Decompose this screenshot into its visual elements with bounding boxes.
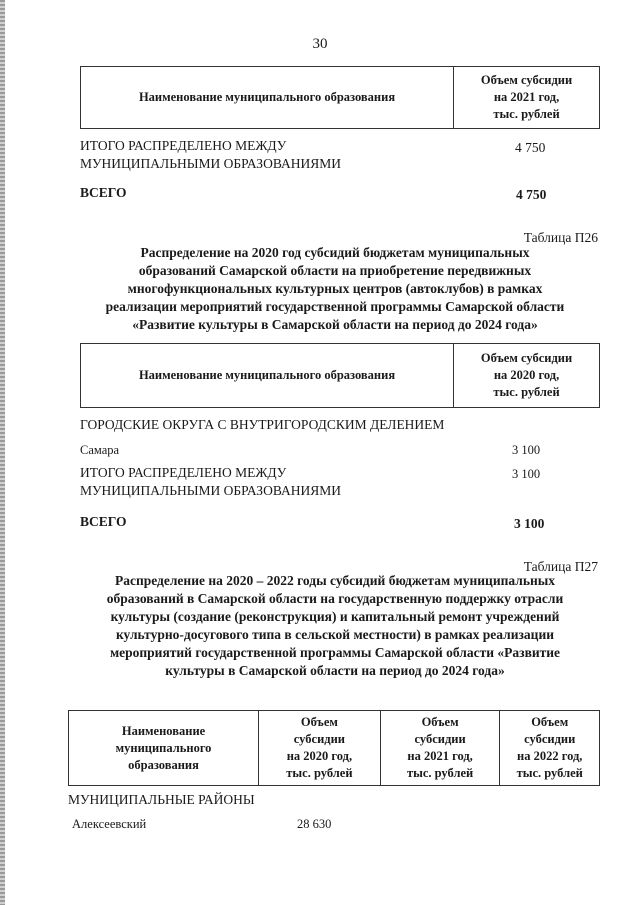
scan-edge bbox=[0, 0, 5, 905]
table-top-row-itogo: ИТОГО РАСПРЕДЕЛЕНО МЕЖДУ МУНИЦИПАЛЬНЫМИ ОБРАЗОВАНИЯМИ bbox=[80, 138, 341, 171]
table-p26-row-samara: Самара bbox=[80, 443, 120, 457]
table-top-col-name: Наименование муниципального образования bbox=[81, 67, 454, 129]
table-p27-caption: Распределение на 2020 – 2022 годы субсидий бюджетам муниципальных образований в Самарской области на государственную поддержку отрасли культуры (создание (реконструкция) и капитальный ремонт учреждений культурно-досугового типа в сельской местности) в рамках реализации мероприятий государственной программы Самарской области «Развитие культуры в Самарской области на период до 2024 года» bbox=[106, 573, 564, 678]
table-p27-header bbox=[68, 710, 600, 786]
table-p26-label: Таблица П26 bbox=[523, 230, 598, 245]
table-top-row-itogo-value: 4 750 bbox=[515, 140, 546, 155]
table-p27-col-2022: Объем субсидии на 2022 год, тыс. рублей bbox=[500, 711, 600, 786]
table-p26-row-samara-value: 3 100 bbox=[512, 443, 541, 457]
table-p26-row-itogo-value: 3 100 bbox=[512, 467, 541, 481]
table-top-row-vsego: ВСЕГО bbox=[80, 185, 127, 200]
table-p26-caption: Распределение на 2020 год субсидий бюджетам муниципальных образований Самарской области на приобретение передвижных многофункциональных культурных центров (автоклубов) в рамках реализации мероприятий государственной программы Самарской области «Развитие культуры в Самарской области на период до 2024 года» bbox=[105, 245, 565, 332]
table-p26-group: ГОРОДСКИЕ ОКРУГА С ВНУТРИГОРОДСКИМ ДЕЛЕНИЕМ bbox=[80, 417, 445, 432]
table-p27-col-2021: Объем субсидии на 2021 год, тыс. рублей bbox=[380, 711, 500, 786]
table-p26-row-vsego: ВСЕГО bbox=[80, 514, 127, 529]
table-p27-group: МУНИЦИПАЛЬНЫЕ РАЙОНЫ bbox=[68, 792, 255, 807]
table-p27-row-alekseevsky: Алексеевский bbox=[72, 817, 147, 831]
table-p26-col-name: Наименование муниципального образования bbox=[81, 344, 454, 408]
table-p27-row-alekseevsky-2020: 28 630 bbox=[297, 817, 332, 831]
table-p27-col-name: Наименование муниципального образования bbox=[69, 711, 259, 786]
table-p27-col-2020: Объем субсидии на 2020 год, тыс. рублей bbox=[259, 711, 381, 786]
table-top-row-vsego-value: 4 750 bbox=[516, 187, 547, 202]
table-top-col-value: Объем субсидии на 2021 год, тыс. рублей bbox=[454, 67, 600, 129]
table-p26-header bbox=[80, 343, 600, 408]
table-top-header bbox=[80, 66, 600, 129]
table-p26-row-itogo: ИТОГО РАСПРЕДЕЛЕНО МЕЖДУ МУНИЦИПАЛЬНЫМИ ОБРАЗОВАНИЯМИ bbox=[80, 465, 341, 498]
table-p26-col-value: Объем субсидии на 2020 год, тыс. рублей bbox=[454, 344, 600, 408]
table-p26-row-vsego-value: 3 100 bbox=[514, 516, 545, 531]
table-p27-label: Таблица П27 bbox=[523, 559, 598, 574]
page-number: 30 bbox=[312, 36, 328, 52]
